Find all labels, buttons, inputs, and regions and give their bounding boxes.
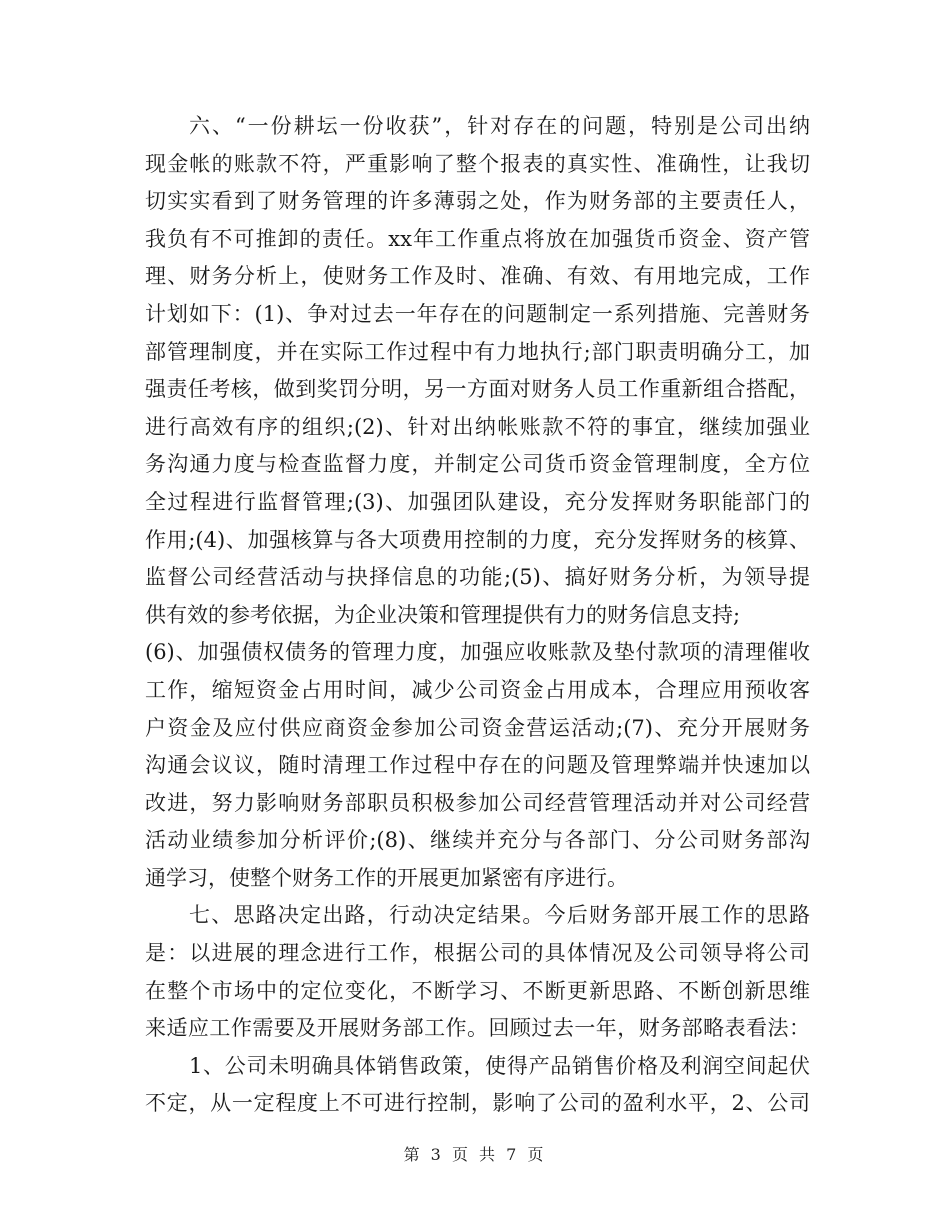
paragraph-line: 进行高效有序的组织;(2)、针对出纳帐账款不符的事宜，继续加强业 bbox=[145, 414, 810, 439]
paragraph-line: 计划如下：(1)、争对过去一年存在的问题制定一系列措施、完善财务 bbox=[145, 301, 810, 326]
body-text bbox=[145, 108, 810, 1123]
paragraph-line: 切实实看到了财务管理的许多薄弱之处，作为财务部的主要责任人， bbox=[145, 189, 810, 214]
paragraph-line: 监督公司经营活动与抉择信息的功能;(5)、搞好财务分析，为领导提 bbox=[145, 565, 810, 590]
paragraph-line: 是：以进展的理念进行工作，根据公司的具体情况及公司领导将公司 bbox=[145, 941, 810, 966]
paragraph-line: 部管理制度，并在实际工作过程中有力地执行;部门职责明确分工，加 bbox=[145, 339, 810, 364]
paragraph-line: 七、思路决定出路，行动决定结果。今后财务部开展工作的思路 bbox=[189, 903, 810, 928]
paragraph-line: 作用;(4)、加强核算与各大项费用控制的力度，充分发挥财务的核算、 bbox=[145, 527, 810, 552]
paragraph-line: 活动业绩参加分析评价;(8)、继续并充分与各部门、分公司财务部沟 bbox=[145, 828, 810, 853]
paragraph-line: 改进，努力影响财务部职员积极参加公司经营管理活动并对公司经营 bbox=[145, 790, 810, 815]
paragraph-line: 户资金及应付供应商资金参加公司资金营运活动;(7)、充分开展财务 bbox=[145, 715, 810, 740]
paragraph-line: 供有效的参考依据，为企业决策和管理提供有力的财务信息支持; bbox=[145, 602, 741, 627]
paragraph-line: 务沟通力度与检查监督力度，并制定公司货币资金管理制度，全方位 bbox=[145, 452, 810, 477]
paragraph-line: 来适应工作需要及开展财务部工作。回顾过去一年，财务部略表看法： bbox=[145, 1016, 810, 1041]
paragraph-line: 现金帐的账款不符，严重影响了整个报表的真实性、准确性，让我切 bbox=[145, 151, 810, 176]
paragraph-line: 在整个市场中的定位变化，不断学习、不断更新思路、不断创新思维 bbox=[145, 978, 810, 1003]
paragraph-line: 我负有不可推卸的责任。xx年工作重点将放在加强货币资金、资产管 bbox=[145, 226, 810, 251]
paragraph-line: 1、公司未明确具体销售政策，使得产品销售价格及利润空间起伏 bbox=[189, 1053, 810, 1078]
paragraph-line: (6)、加强债权债务的管理力度，加强应收账款及垫付款项的清理催收 bbox=[145, 640, 810, 665]
paragraph-line: 沟通会议议，随时清理工作过程中存在的问题及管理弊端并快速加以 bbox=[145, 753, 810, 778]
paragraph-line: 通学习，使整个财务工作的开展更加紧密有序进行。 bbox=[145, 865, 628, 890]
paragraph-line: 六、“一份耕坛一份收获”，针对存在的问题，特别是公司出纳 bbox=[189, 114, 810, 138]
page-number-footer: 第 3 页 共 7 页 bbox=[403, 1145, 547, 1164]
paragraph-line: 工作，缩短资金占用时间，减少公司资金占用成本，合理应用预收客 bbox=[145, 677, 810, 702]
paragraph-line: 不定，从一定程度上不可进行控制，影响了公司的盈利水平，2、公司 bbox=[145, 1091, 810, 1116]
paragraph-line: 全过程进行监督管理;(3)、加强团队建设，充分发挥财务职能部门的 bbox=[145, 489, 810, 514]
paragraph-line: 理、财务分析上，使财务工作及时、准确、有效、有用地完成，工作 bbox=[145, 264, 810, 289]
paragraph-line: 强责任考核，做到奖罚分明，另一方面对财务人员工作重新组合搭配， bbox=[145, 377, 810, 402]
